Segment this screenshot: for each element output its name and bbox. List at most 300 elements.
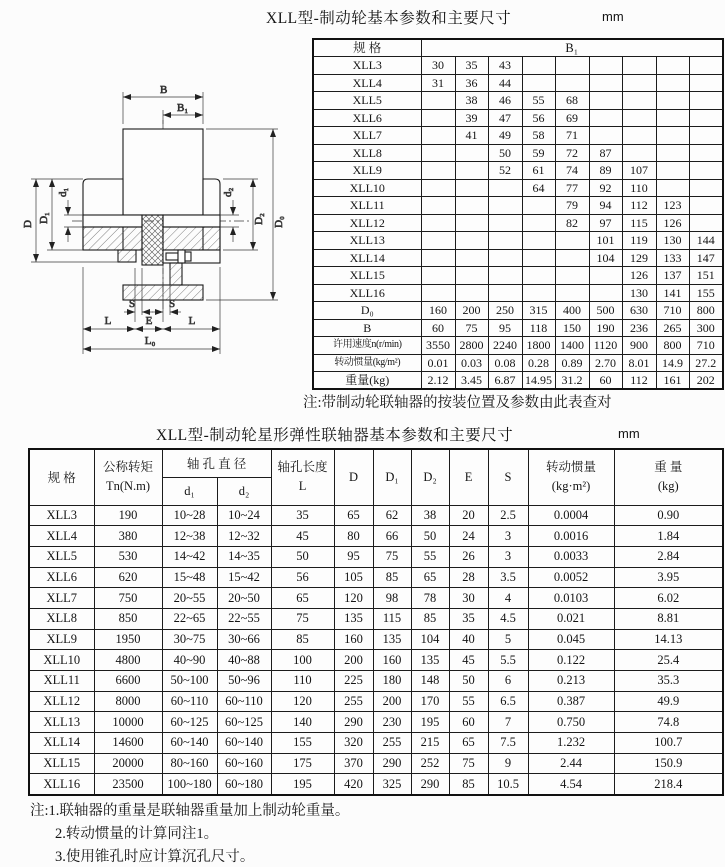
table1-bottom-value-cell: 0.01	[421, 354, 455, 372]
table1-b1-value-cell: 126	[656, 214, 689, 232]
table1-b1-value-cell	[656, 162, 689, 180]
table2-D1-cell: 200	[373, 691, 411, 712]
table2-row-xll15	[29, 753, 723, 774]
table2-row-xll13	[29, 712, 723, 733]
table1-b1-value-cell	[455, 162, 488, 180]
table2-D-cell: 135	[334, 608, 373, 629]
table2-E-cell: 40	[449, 629, 488, 650]
table2-D-cell: 120	[334, 588, 373, 609]
table1-b1-value-cell	[622, 57, 656, 75]
table1-row-xll7	[313, 127, 723, 145]
table1-unit-label: mm	[602, 9, 624, 24]
table2-D1-cell: 230	[373, 712, 411, 733]
table2-S-cell: 6.5	[488, 691, 528, 712]
table2-torque-cell: 20000	[94, 753, 162, 774]
table2-D2-cell: 50	[411, 526, 449, 547]
table2-inertia-cell: 0.0052	[528, 567, 614, 588]
table1-b1-value-cell	[455, 197, 488, 215]
table2-d2-range-cell: 14~35	[217, 546, 271, 567]
label-B1: B₁	[177, 102, 189, 114]
table1-b1-value-cell	[589, 74, 622, 92]
table1-b1-value-cell	[522, 267, 555, 285]
table2-D2-cell: 104	[411, 629, 449, 650]
table2-D1-cell: 180	[373, 671, 411, 692]
table2-S-cell: 2.5	[488, 505, 528, 526]
table1-b1-value-cell	[488, 249, 522, 267]
table2-d1-range-cell: 22~65	[162, 608, 217, 629]
table1-row-xll15	[313, 267, 723, 285]
table2-E-cell: 55	[449, 691, 488, 712]
table1-b1-value-cell: 155	[689, 284, 723, 302]
table2-S-cell: 3	[488, 526, 528, 547]
table1-b1-value-cell: 55	[522, 92, 555, 110]
table2-D-cell: 225	[334, 671, 373, 692]
table2-d2-range-cell: 15~42	[217, 567, 271, 588]
table2-D-cell: 160	[334, 629, 373, 650]
table2-header-row1	[29, 449, 723, 477]
table2-E-cell: 28	[449, 567, 488, 588]
table1-spec-cell: XLL10	[313, 179, 421, 197]
table1-b1-value-cell: 44	[488, 74, 522, 92]
table2-row-xll16	[29, 774, 723, 795]
table2-D2-cell: 135	[411, 650, 449, 671]
table1-b1-value-cell	[589, 267, 622, 285]
star-element	[142, 215, 163, 265]
table2-E-cell: 26	[449, 546, 488, 567]
table2-spec-cell: XLL5	[29, 546, 94, 567]
table2-E-cell: 65	[449, 733, 488, 754]
table1-b1-value-cell: 87	[589, 144, 622, 162]
table2-spec-cell: XLL7	[29, 588, 94, 609]
table1-b1-value-cell	[656, 74, 689, 92]
table1-bottom-value-cell: 800	[656, 337, 689, 355]
table2-row-xll4	[29, 526, 723, 547]
table1-b1-value-cell: 137	[656, 267, 689, 285]
table2-torque-cell: 750	[94, 588, 162, 609]
table2-d1-range-cell: 60~140	[162, 733, 217, 754]
table2-spec-cell: XLL14	[29, 733, 94, 754]
table1-bottom-value-cell: 1800	[522, 337, 555, 355]
table2-S-cell: 7	[488, 712, 528, 733]
table1-spec-cell: XLL13	[313, 232, 421, 250]
table2-d1-range-cell: 50~100	[162, 671, 217, 692]
table2-header-D2: D₂	[411, 449, 449, 505]
table2-D-cell: 80	[334, 526, 373, 547]
table2-d2-range-cell: 60~110	[217, 691, 271, 712]
table2-header-inertia-line1: 转动惯量	[546, 459, 597, 474]
table2-S-cell: 9	[488, 753, 528, 774]
table1-b1-value-cell	[555, 249, 589, 267]
table1-bottom-value-cell: 630	[622, 302, 656, 320]
table1-b1-value-cell: 58	[522, 127, 555, 145]
table1-b1-value-cell	[421, 249, 455, 267]
table1-b1-value-cell: 61	[522, 162, 555, 180]
label-L0: L₀	[144, 335, 156, 347]
table2-d2-range-cell: 60~140	[217, 733, 271, 754]
table1-b1-value-cell: 38	[455, 92, 488, 110]
table1-b1-value-cell	[656, 92, 689, 110]
table1-bottom-label-cell: 重量(kg)	[313, 372, 421, 390]
table2-bore-length-cell: 175	[271, 753, 334, 774]
table2-D-cell: 255	[334, 691, 373, 712]
table1-bottom-value-cell: 0.89	[555, 354, 589, 372]
table1-header-b1: B₁	[421, 39, 723, 57]
table2-row-xll5	[29, 546, 723, 567]
table2-header-inertia	[528, 449, 614, 505]
table1-b1-value-cell: 104	[589, 249, 622, 267]
table2-inertia-cell: 0.021	[528, 608, 614, 629]
table1-bottom-value-cell: 0.03	[455, 354, 488, 372]
table2-torque-cell: 190	[94, 505, 162, 526]
table2-D-cell: 420	[334, 774, 373, 795]
table2-d2-range-cell: 30~66	[217, 629, 271, 650]
table1-b1-value-cell: 68	[555, 92, 589, 110]
table2-d2-range-cell: 12~32	[217, 526, 271, 547]
table2-torque-cell: 6600	[94, 671, 162, 692]
label-E: E	[145, 315, 153, 327]
table1-row-xll12	[313, 214, 723, 232]
table2-d2-range-cell: 10~24	[217, 505, 271, 526]
table1-b1-value-cell: 47	[488, 109, 522, 127]
table2-header-D1: D₁	[373, 449, 411, 505]
table1-b1-value-cell	[689, 92, 723, 110]
table1-b1-value-cell	[622, 127, 656, 145]
table2-D2-cell: 148	[411, 671, 449, 692]
label-D2: D₂	[253, 213, 265, 225]
table1-b1-value-cell	[421, 179, 455, 197]
table2-spec-cell: XLL12	[29, 691, 94, 712]
table1-b1-value-cell	[455, 214, 488, 232]
table2-weight-cell: 218.4	[614, 774, 723, 795]
table2-torque-cell: 620	[94, 567, 162, 588]
table1-b1-value-cell	[555, 232, 589, 250]
table1-spec-cell: XLL6	[313, 109, 421, 127]
table2-d2-range-cell: 60~180	[217, 774, 271, 795]
table1-bottom-value-cell: 6.87	[488, 372, 522, 390]
left-hub-section	[83, 227, 142, 250]
table2-weight-cell: 74.8	[614, 712, 723, 733]
table1-b1-value-cell: 30	[421, 57, 455, 75]
table1-b1-value-cell	[488, 232, 522, 250]
table1-b1-value-cell	[488, 267, 522, 285]
table1-b1-value-cell	[421, 162, 455, 180]
table1-bottom-value-cell: 0.28	[522, 354, 555, 372]
table2-E-cell: 30	[449, 588, 488, 609]
table1-bottom-row	[313, 302, 723, 320]
table1-bottom-value-cell: 2.12	[421, 372, 455, 390]
table1-b1-value-cell: 50	[488, 144, 522, 162]
table1-b1-value-cell: 130	[622, 284, 656, 302]
table2-spec-cell: XLL16	[29, 774, 94, 795]
table1-b1-value-cell	[488, 214, 522, 232]
table2-inertia-cell: 0.045	[528, 629, 614, 650]
table1-spec-cell: XLL8	[313, 144, 421, 162]
table1-bottom-row	[313, 319, 723, 337]
table2-inertia-cell: 0.387	[528, 691, 614, 712]
label-L-right: L	[188, 315, 196, 327]
table1-bottom-label-cell: D₀	[313, 302, 421, 320]
table2-S-cell: 4	[488, 588, 528, 609]
table2-row-xll6	[29, 567, 723, 588]
table1-bottom-value-cell: 112	[622, 372, 656, 390]
table1-b1-value-cell	[689, 214, 723, 232]
footer-note-3: 3.使用锥孔时应计算沉孔尺寸。	[55, 849, 255, 865]
table2-E-cell: 75	[449, 753, 488, 774]
table1-b1-value-cell: 94	[589, 197, 622, 215]
table2-D-cell: 290	[334, 712, 373, 733]
table2-weight-cell: 6.02	[614, 588, 723, 609]
table1-b1-value-cell	[421, 92, 455, 110]
label-D1: D₁	[38, 212, 50, 224]
table1-bottom-value-cell: 8.01	[622, 354, 656, 372]
table1-b1-value-cell	[656, 109, 689, 127]
table1-header-spec: 规 格	[313, 39, 421, 57]
table2-d2-range-cell: 60~125	[217, 712, 271, 733]
table1-spec-cell: XLL11	[313, 197, 421, 215]
table1-b1-value-cell	[455, 144, 488, 162]
table2-torque-cell: 10000	[94, 712, 162, 733]
table1-b1-value-cell	[656, 179, 689, 197]
table1-row-xll6	[313, 109, 723, 127]
brake-drum-top	[123, 129, 203, 215]
table1-b1-value-cell: 52	[488, 162, 522, 180]
table2-bore-length-cell: 120	[271, 691, 334, 712]
table2-D1-cell: 325	[373, 774, 411, 795]
table1-b1-value-cell	[421, 109, 455, 127]
table1-b1-value-cell	[589, 127, 622, 145]
table2-weight-cell: 100.7	[614, 733, 723, 754]
bolt-shaft	[166, 253, 178, 260]
table1-b1-value-cell	[555, 74, 589, 92]
table2-d1-range-cell: 10~28	[162, 505, 217, 526]
table1-b1-value-cell	[656, 57, 689, 75]
left-hub-step	[118, 250, 136, 262]
table1-bottom-value-cell: 1400	[555, 337, 589, 355]
table2-header-torque-line2: Tn(N.m)	[105, 479, 151, 494]
table1-b1-value-cell	[622, 109, 656, 127]
table1-b1-value-cell: 69	[555, 109, 589, 127]
table1-b1-value-cell	[622, 74, 656, 92]
table2-inertia-cell: 0.750	[528, 712, 614, 733]
table2-E-cell: 45	[449, 650, 488, 671]
table1-b1-value-cell	[689, 179, 723, 197]
table1-bottom-value-cell: 1120	[589, 337, 622, 355]
table1-bottom-value-cell: 2800	[455, 337, 488, 355]
table2-D2-cell: 85	[411, 608, 449, 629]
table1-bottom-value-cell: 250	[488, 302, 522, 320]
table2-weight-cell: 0.90	[614, 505, 723, 526]
right-hub-section	[163, 227, 220, 250]
label-S-left: S	[128, 298, 136, 310]
table2-torque-cell: 530	[94, 546, 162, 567]
table2-E-cell: 50	[449, 671, 488, 692]
table1-bottom-value-cell: 3550	[421, 337, 455, 355]
table1-b1-value-cell: 92	[589, 179, 622, 197]
coupling-body	[83, 129, 220, 300]
table1-b1-value-cell: 130	[656, 232, 689, 250]
table1-b1-value-cell	[522, 214, 555, 232]
drum-web	[170, 263, 182, 285]
table1-b1-value-cell: 119	[622, 232, 656, 250]
table2-D2-cell: 195	[411, 712, 449, 733]
table2-S-cell: 5	[488, 629, 528, 650]
table2-row-xll3	[29, 505, 723, 526]
table1-b1-value-cell	[522, 232, 555, 250]
table1-bottom-value-cell: 265	[656, 319, 689, 337]
table2-weight-cell: 14.13	[614, 629, 723, 650]
table1-b1-value-cell	[522, 249, 555, 267]
table2-weight-cell: 25.4	[614, 650, 723, 671]
table2-header-d2: d₂	[217, 477, 271, 505]
table2-d1-range-cell: 80~160	[162, 753, 217, 774]
table2-d2-range-cell: 22~55	[217, 608, 271, 629]
table2-D-cell: 200	[334, 650, 373, 671]
table1-b1-value-cell	[421, 127, 455, 145]
table1-title: XLL型-制动轮基本参数和主要尺寸	[266, 10, 512, 27]
table2-D-cell: 95	[334, 546, 373, 567]
table1-row-xll3	[313, 57, 723, 75]
table2-E-cell: 60	[449, 712, 488, 733]
table1-bottom-row	[313, 372, 723, 390]
table1-b1-value-cell: 126	[622, 267, 656, 285]
bolt-nut	[185, 252, 191, 261]
table2-S-cell: 10.5	[488, 774, 528, 795]
table1-b1-value-cell: 39	[455, 109, 488, 127]
table2-row-xll12	[29, 691, 723, 712]
table1-b1-value-cell	[656, 127, 689, 145]
table1-b1-value-cell: 59	[522, 144, 555, 162]
table2-header-bore-dia: 轴 孔 直 径	[162, 449, 271, 477]
table2-D-cell: 320	[334, 733, 373, 754]
table1-bottom-value-cell: 315	[522, 302, 555, 320]
table2-E-cell: 24	[449, 526, 488, 547]
table2-header-bore-length-line1: 轴孔长度	[277, 459, 328, 474]
table1-b1-value-cell	[455, 284, 488, 302]
table1-bottom-value-cell: 200	[455, 302, 488, 320]
table2-bore-length-cell: 45	[271, 526, 334, 547]
table1-bottom-value-cell: 710	[689, 337, 723, 355]
table2-weight-cell: 49.9	[614, 691, 723, 712]
table2-torque-cell: 14600	[94, 733, 162, 754]
table2-D1-cell: 160	[373, 650, 411, 671]
table1-bottom-value-cell: 300	[689, 319, 723, 337]
table2-d2-range-cell: 50~96	[217, 671, 271, 692]
table2-D-cell: 370	[334, 753, 373, 774]
table2-d1-range-cell: 100~180	[162, 774, 217, 795]
table1-b1-value-cell	[421, 214, 455, 232]
table2-D1-cell: 290	[373, 753, 411, 774]
table2-spec-cell: XLL8	[29, 608, 94, 629]
table1-b1-value-cell: 43	[488, 57, 522, 75]
table2-D2-cell: 252	[411, 753, 449, 774]
table2-row-xll7	[29, 588, 723, 609]
table2-D2-cell: 290	[411, 774, 449, 795]
table1-bottom-value-cell: 60	[589, 372, 622, 390]
table2-bore-length-cell: 75	[271, 608, 334, 629]
table2-S-cell: 3	[488, 546, 528, 567]
table1-bottom-value-cell: 2.70	[589, 354, 622, 372]
table2-bore-length-cell: 140	[271, 712, 334, 733]
table1-bottom-value-cell: 27.2	[689, 354, 723, 372]
table1-b1-value-cell	[622, 144, 656, 162]
table2-header-spec: 规 格	[29, 449, 94, 505]
table1-b1-value-cell	[555, 267, 589, 285]
table1-b1-value-cell	[421, 267, 455, 285]
table2-bore-length-cell: 195	[271, 774, 334, 795]
footer-note-1: 注:1.联轴器的重量是联轴器重量加上制动轮重量。	[30, 803, 350, 819]
table1-b1-value-cell: 133	[656, 249, 689, 267]
table2-D1-cell: 66	[373, 526, 411, 547]
table2-header-E: E	[449, 449, 488, 505]
table1-b1-value-cell: 56	[522, 109, 555, 127]
table2-torque-cell: 8000	[94, 691, 162, 712]
table2-D1-cell: 75	[373, 546, 411, 567]
table2-D2-cell: 55	[411, 546, 449, 567]
table1-bottom-value-cell: 95	[488, 319, 522, 337]
table1-b1-value-cell: 107	[622, 162, 656, 180]
table2-torque-cell: 4800	[94, 650, 162, 671]
table2-header-D: D	[334, 449, 373, 505]
table2-bore-length-cell: 110	[271, 671, 334, 692]
table1-b1-value-cell: 79	[555, 197, 589, 215]
table2-header-S: S	[488, 449, 528, 505]
table2-D1-cell: 62	[373, 505, 411, 526]
table1-b1-value-cell: 46	[488, 92, 522, 110]
table2-D1-cell: 115	[373, 608, 411, 629]
table1-b1-value-cell	[522, 74, 555, 92]
table2-D2-cell: 38	[411, 505, 449, 526]
table1-b1-value-cell: 36	[455, 74, 488, 92]
table1-bottom-value-cell: 800	[689, 302, 723, 320]
table1-b1-value-cell: 101	[589, 232, 622, 250]
table1-b1-value-cell	[488, 197, 522, 215]
table2-d2-range-cell: 20~50	[217, 588, 271, 609]
table2-header-weight-line2: (kg)	[657, 479, 679, 494]
table2-inertia-cell: 1.232	[528, 733, 614, 754]
table1-row-xll10	[313, 179, 723, 197]
table2-weight-cell: 150.9	[614, 753, 723, 774]
table1-spec-cell: XLL3	[313, 57, 421, 75]
left-bore	[83, 215, 142, 227]
brake-wheel-parameter-table	[312, 38, 724, 390]
table2-D2-cell: 78	[411, 588, 449, 609]
table2-D-cell: 105	[334, 567, 373, 588]
table2-E-cell: 85	[449, 774, 488, 795]
table1-b1-value-cell	[622, 92, 656, 110]
table2-S-cell: 3.5	[488, 567, 528, 588]
table1-bottom-value-cell: 150	[555, 319, 589, 337]
table1-row-xll11	[313, 197, 723, 215]
table1-bottom-value-cell: 3.45	[455, 372, 488, 390]
table1-spec-cell: XLL14	[313, 249, 421, 267]
table1-b1-value-cell	[455, 232, 488, 250]
table2-bore-length-cell: 50	[271, 546, 334, 567]
table1-b1-value-cell: 89	[589, 162, 622, 180]
table1-b1-value-cell	[555, 57, 589, 75]
table2-header-weight-line1: 重 量	[654, 459, 683, 474]
table2-weight-cell: 3.95	[614, 567, 723, 588]
label-d1: d₁	[57, 187, 69, 197]
table1-bottom-value-cell: 14.9	[656, 354, 689, 372]
table2-spec-cell: XLL3	[29, 505, 94, 526]
table2-spec-cell: XLL11	[29, 671, 94, 692]
table2-inertia-cell: 0.0016	[528, 526, 614, 547]
table2-inertia-cell: 0.213	[528, 671, 614, 692]
table1-b1-value-cell	[689, 144, 723, 162]
table1-b1-value-cell	[689, 57, 723, 75]
table1-bottom-value-cell: 14.95	[522, 372, 555, 390]
label-D: D	[22, 220, 34, 228]
